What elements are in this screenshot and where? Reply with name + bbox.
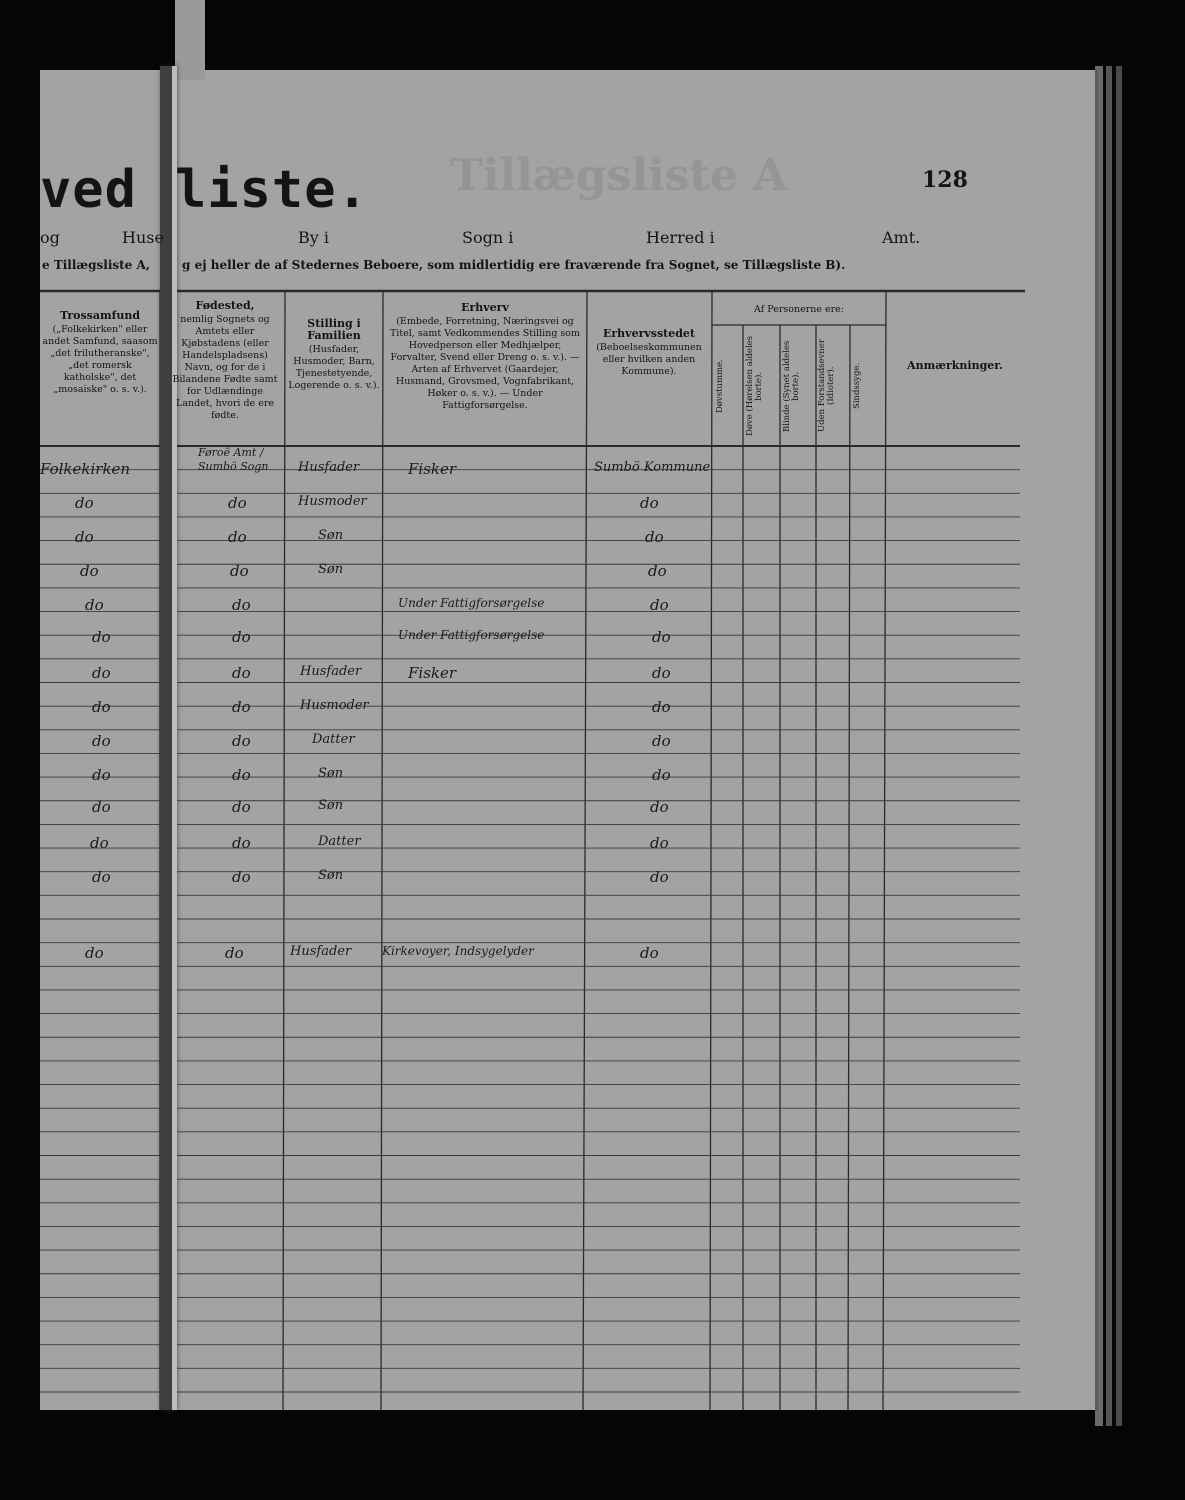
cell-erh: Kirkevoyer, Indsygelyder [382,944,534,958]
cell-erh: Fisker [408,460,457,478]
col-title: Anmærkninger. [907,359,1003,372]
cell-sted: do [648,562,667,580]
col-header-anmaerkninger [890,360,1020,374]
cell-tro: do [85,596,104,614]
col-desc: nemlig Sognets og Amtets eller Kjøbstadens (eller Handelspladsens) Navn, og for de i Bilandene Fødte samt for Udlændinge Landet, hvori de ere fødte. [172,314,278,421]
col-header-af-personerne: Af Personerne ere: [754,304,844,315]
col-title: Stilling i Familien [307,317,361,342]
col-title: Erhverv [461,301,509,314]
cell-fod: do [232,834,251,852]
col-title: Fødested, [195,299,255,312]
cell-fod: do [232,868,251,886]
cell-sted: do [650,868,669,886]
cell-sted: do [652,698,671,716]
col-header-idioter: Uden Forstandsevner (Idioter). [817,339,836,433]
cell-tro: do [92,664,111,682]
cell-sted: do [650,834,669,852]
cell-stil: Søn [318,868,344,883]
col-desc: (Beboelseskommunen eller hvilken anden Kommune). [596,342,702,377]
huse-label: Huse [122,228,164,247]
col-desc: (Husfader, Husmoder, Barn, Tjenestetyende, Logerende o. s. v.). [288,344,380,391]
cell-tro: do [92,798,111,816]
cell-stil: Husfader [298,460,360,475]
cell-stil: Datter [318,834,361,849]
notice-left: e Tillægsliste A, [42,258,150,272]
notice-text: g ej heller de af Stedernes Beboere, som midlertidig ere fraværende fra Sognet, se Tillægsliste B). [182,258,846,272]
cell-fod: do [232,732,251,750]
cell-fod: do [225,944,244,962]
cell-sted: do [640,944,659,962]
cell-sted: do [650,596,669,614]
cell-sted: Sumbö Kommune [594,460,711,475]
cell-tro: do [75,494,94,512]
cell-sted: do [652,732,671,750]
col-header-trossamfund [42,310,158,396]
page-number: 128 [922,167,968,193]
cell-tro: do [92,628,111,646]
cell-sted: do [652,766,671,784]
col-header-blinde: Blinde (Synet aldeles borte). [782,340,801,432]
cell-fod: do [232,766,251,784]
cell-tro: do [90,834,109,852]
herred-label: Herred i [646,228,715,247]
cell-fod: do [232,698,251,716]
cell-tro: do [92,766,111,784]
col-header-fodested [168,300,282,422]
cell-erh: Fisker [408,664,457,682]
cell-stil: Husfader [290,944,352,959]
col-header-dove: Døve (Hørelsen aldeles borte). [745,335,764,437]
cell-stil: Husfader [300,664,362,679]
cell-sted: do [652,628,671,646]
cell-erh: Under Fattigforsørgelse [398,596,545,610]
cell-sted: do [652,664,671,682]
cell-tro: do [92,868,111,886]
cell-stil: Husmoder [298,494,367,509]
cell-fod: do [232,664,251,682]
by-label: By i [298,228,329,247]
form-title-left: ved [40,160,137,220]
cell-tro: do [80,562,99,580]
col-header-dovstumme: Døvstumme. [715,359,725,413]
cell-tro: Folkekirken [40,460,131,478]
cell-stil: Søn [318,798,344,813]
col-header-stilling [288,318,380,392]
amt-label: Amt. [882,228,921,247]
cell-fod: do [232,798,251,816]
page-fold [172,66,177,1410]
cell-tro: do [85,944,104,962]
cell-fod: do [228,528,247,546]
cell-fod: Føroë Amt / Sumbö Sogn [198,446,269,473]
sogn-label: Sogn i [462,228,514,247]
col-title: Erhvervsstedet [603,327,695,340]
cell-sted: do [640,494,659,512]
cell-erh: Under Fattigforsørgelse [398,628,545,642]
cell-stil: Søn [318,562,344,577]
cell-fod: do [228,494,247,512]
col-header-erhverv [386,302,584,412]
cell-stil: Datter [312,732,355,747]
col-header-sindssyge: Sindssyge. [852,362,862,410]
cell-fod: do [230,562,249,580]
cell-fod: do [232,596,251,614]
og-label: og [40,228,60,247]
bleed-through-title: Tillægsliste A [450,150,788,201]
col-title: Trossamfund [59,309,141,322]
col-header-erhvervsstedet [590,328,708,378]
col-desc: („Folkekirken" eller andet Samfund, saasom „det frilutheranske", „det romersk katholske", det „mosaiske" o. s. v.). [42,324,158,395]
cell-stil: Søn [318,766,344,781]
cell-stil: Husmoder [300,698,369,713]
cell-tro: do [92,698,111,716]
cell-stil: Søn [318,528,344,543]
cell-sted: do [650,798,669,816]
cell-sted: do [645,528,664,546]
cell-tro: do [92,732,111,750]
cell-fod: do [232,628,251,646]
col-desc: (Embede, Forretning, Næringsvei og Titel, samt Vedkommendes Stilling som Hovedperson eller Medhjælper, Forvalter, Svend eller Dreng o. s. v.). — Arten af Erhvervet (Gaardejer, Husmand, Grovsmed, Vognfabrikant, Høker o. s. v.). — Under Fattigforsørgelse. [389,316,581,411]
cell-tro: do [75,528,94,546]
form-title: liste. [175,160,369,220]
